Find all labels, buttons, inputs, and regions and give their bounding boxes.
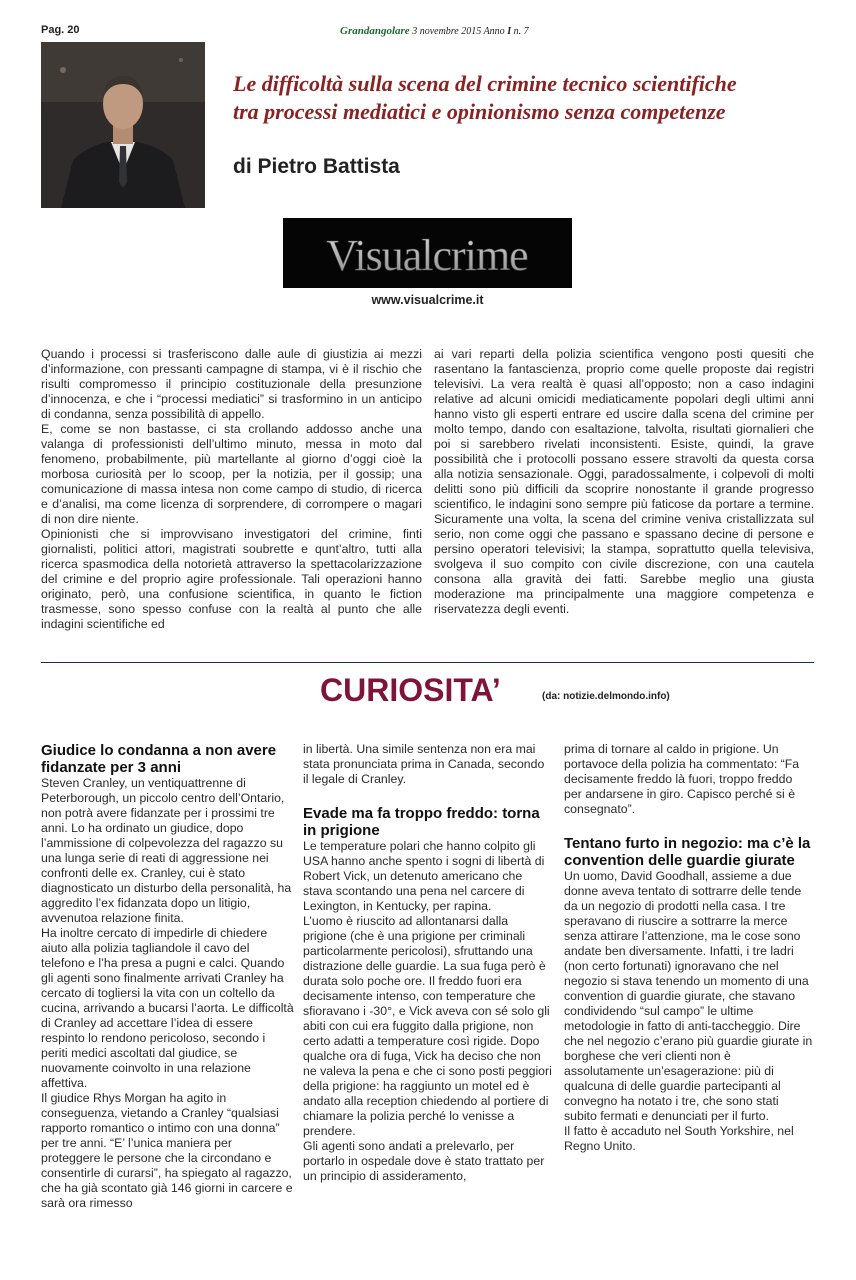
masthead-brand: Grandangolare xyxy=(340,25,410,37)
masthead-date: 3 novembre 2015 xyxy=(409,26,484,37)
author-photo xyxy=(41,42,205,208)
article-column-1 xyxy=(41,347,422,632)
article-paragraph: Opinionisti che si improvvisano investigatori del crimine, finti giornalisti, politici attori, magistrati soubrette e qunt’altro, tutti alla ricerca spasmodica della notorietà attraverso la spettacolarizzazione del crimine e del proprio agire professionale. Tali operazioni hanno originato, però, una confusione scientifica, in quanto le fiction trasmesse, sono spesso confuse con la realtà al punto che alle indagini scientifiche ed xyxy=(41,527,422,631)
headline-line-2: tra processi mediatici e opinionismo senza competenze xyxy=(233,99,726,124)
story-paragraph: Il giudice Rhys Morgan ha agito in conseguenza, vietando a Cranley “qualsiasi rapporto romantico o intimo con una donna” per tre anni. “E’ l’unica maniera per proteggere le persone che la circondano e consentirle di curarsi”, ha spiegato al ragazzo, che ha già scontato già 146 giorni in carcere e sarà ora rimesso xyxy=(41,1091,293,1210)
story-paragraph: Un uomo, David Goodhall, assieme a due donne aveva tentato di sottrarre delle tende da un negozio di prodotti nella casa. I tre speravano di riuscire a sottrarre la merce senza attirare l’attenzione, ma le cose sono andate ben diversamente. Infatti, i tre ladri (non certo fortunati) ignoravano che nel negozio si stava tenendo un momento di una convention di guardie giurate, che stavano condividendo “sul campo” le ultime metodologie in fatto di anti-taccheggio. Dire che nel negozio c’erano più guardie giurate in borghese che veri clienti non è assolutamente un’esagerazione: più di qualcuna di delle guardie partecipanti al convegno ha notato i tre, che sono stati subito fermati e denunciati per il furto. xyxy=(564,869,813,1123)
story-paragraph: prima di tornare al caldo in prigione. Un portavoce della polizia ha commentato: “Fa decisamente freddo là fuori, troppo freddo per andarsene in giro. Capisco perché si è consegnato”. xyxy=(564,742,800,816)
page-number: Pag. 20 xyxy=(41,24,80,36)
story-paragraph: Ha inoltre cercato di impedirle di chiedere aiuto alla polizia tagliandole il cavo del telefono e l’ha presa a pugni e calci. Quando gli agenti sono finalmente arrivati Cranley ha cercato di togliersi la vita con un coltello da cucina, arrivando a bucarsi l’aorta. Le difficoltà di Cranley ad accettare l’idea di essere respinto lo rendono pericoloso, secondo i periti medici ascoltati dal giudice, se nuovamente coinvolto in una relazione affettiva. xyxy=(41,926,294,1090)
story-title: Tentano furto in negozio: ma c’è la convention delle guardie giurate xyxy=(564,835,811,869)
article-paragraph: E, come se non bastasse, ci sta crollando addosso anche una valanga di professionisti dell’ultimo minuto, messa in moto dal fenomeno, probabilmente, più martellante al giorno d’oggi cioè la morbosa curiosità per lo scoop, per la notizia, per il gossip; una comunicazione di massa intesa non come campo di studio, di ricerca e d’analisi, ma come licenza di sorprendere, di corrompere o magari di non dire niente. xyxy=(41,422,422,526)
news-column-2 xyxy=(303,742,552,1184)
article-byline: di Pietro Battista xyxy=(233,155,400,178)
story-paragraph: Gli agenti sono andati a prelevarlo, per portarlo in ospedale dove è stato trattato per un principio di assideramento, xyxy=(303,1139,545,1183)
section-title: CURIOSITA’ xyxy=(320,672,501,708)
section-divider xyxy=(41,662,814,663)
logo-text: Visualcrime xyxy=(326,231,528,280)
banner-url: www.visualcrime.it xyxy=(371,293,484,307)
story-paragraph: Le temperature polari che hanno colpito gli USA hanno anche spento i sogni di libertà di Robert Vick, un detenuto americano che stava scontando una pena nel carcere di Lexington, in Kentucky, per rapina. xyxy=(303,839,545,913)
story-paragraph: Steven Cranley, un ventiquattrenne di Peterborough, un piccolo centro dell’Ontario, non potrà avere fidanzate per i prossimi tre anni. Lo ha ordinato un giudice, dopo l’ammissione di colpevolezza del ragazzo su una lunga serie di reati di aggressione nei confronti delle ex. Cranley, cui è stato diagnosticato un disturbo della personalità, ha aggredito l’ex fidanzata dopo un litigio, avvenutoa relazione finita. xyxy=(41,776,292,925)
headline-line-1: Le difficoltà sulla scena del crimine tecnico scientifiche xyxy=(233,71,737,96)
story-paragraph: in libertà. Una simile sentenza non era mai stata pronunciata prima in Canada, secondo il legale di Cranley. xyxy=(303,742,545,786)
masthead xyxy=(340,25,529,37)
article-paragraph: ai vari reparti della polizia scientifica vengono posti quesiti che rasentano la fantascienza, proprio come quelle proposte dai registri televisivi. La vera realtà è quasi all’opposto; non a caso indagini relative ad alcuni omicidi mediaticamente popolari degli ultimi anni hanno visto gli esperti entrare ed uscire dalla scena del crimine per molto tempo, dando con esaltazione, talvolta, risultati giornalieri che poi si sarebbero rivelati inconsistenti. Esiste, quindi, la grave possibilità che i protocolli possano essere stravolti da questa corsa alla notizia sensazionale. Oggi, paradossalmente, i colpevoli di molti delitti sono più difficili da scoprire nonostante il grande progresso scientifico, le indagini sono sempre più faticose da portare a termine. Sicuramente una volta, la scena del crimine veniva cristallizzata sul serio, non come oggi che passano e spassano decine di persone e persino operatori televisivi; la stampa, soprattutto quella televisiva, svolgeva il suo compito con civile discrezione, con una cautela consona alla gravità dei fatti. Sarebbe meglio una giusta moderazione ma principalmente una maggiore competenza e riservatezza degli eventi. xyxy=(434,347,814,616)
section-source: (da: notizie.delmondo.info) xyxy=(542,691,670,702)
masthead-issue-prefix: Anno xyxy=(483,26,508,37)
news-column-1 xyxy=(41,742,294,1211)
story-title: Evade ma fa troppo freddo: torna in prigione xyxy=(303,805,540,839)
article-paragraph: Quando i processi si trasferiscono dalle aule di giustizia ai mezzi d’informazione, con pressanti campagne di stampa, vi è il rischio che risulti compromesso il principio costituzionale della presunzione d’innocenza, e che i “processi mediatici” si trasformino in un anticipo di condanna, senza possibilità di appello. xyxy=(41,347,422,421)
article-headline xyxy=(233,70,833,126)
news-column-3 xyxy=(564,742,813,1154)
masthead-issue-roman: I xyxy=(507,26,512,37)
visualcrime-logo xyxy=(283,218,572,288)
story-title: Giudice lo condanna a non avere fidanzate per 3 anni xyxy=(41,742,277,776)
story-paragraph: L’uomo è riuscito ad allontanarsi dalla prigione (che è una prigione per criminali particolarmente pericolosi), sfruttando una distrazione delle guardie. La sua fuga però è durata solo poche ore. Il freddo fuori era decisamente intenso, con temperature che sfioravano i -30°, e Vick aveva con sé solo gli abiti con cui era fuggito dalla prigione, non certo adatti a temperature così rigide. Dopo qualche ora di fuga, Vick ha deciso che non ne valeva la pena e che ci sono posti peggiori della prigione: ha raggiunto un motel ed è andato alla reception chiedendo al portiere di chiamare la polizia perché lo venisse a prendere. xyxy=(303,914,552,1138)
masthead-issue-number: n. 7 xyxy=(511,26,529,37)
story-paragraph: Il fatto è accaduto nel South Yorkshire, nel Regno Unito. xyxy=(564,1124,794,1153)
article-column-2 xyxy=(434,347,814,617)
